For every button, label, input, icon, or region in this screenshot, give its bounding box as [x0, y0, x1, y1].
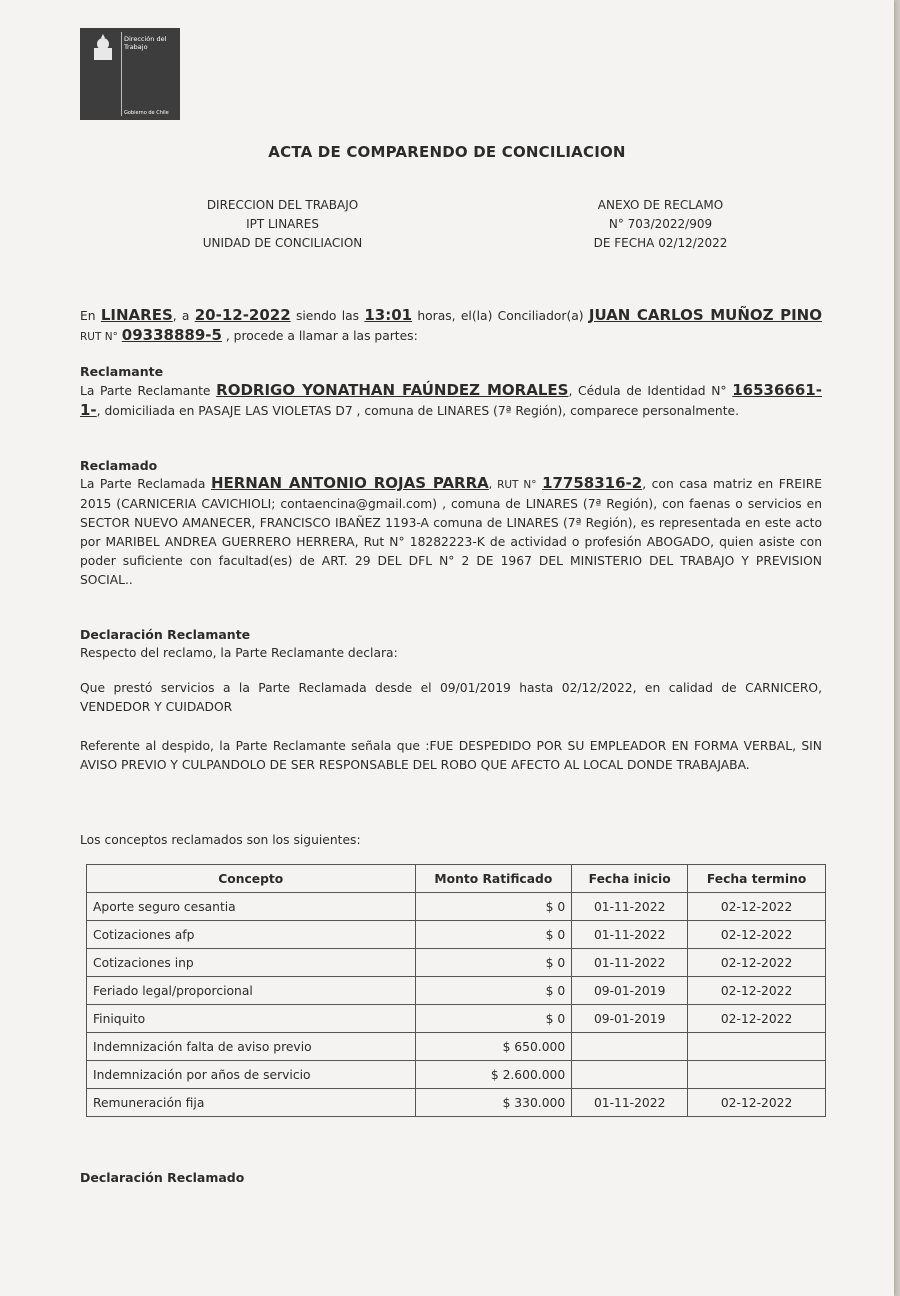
cell-fecha-inicio: 09-01-2019	[572, 1005, 688, 1033]
document-title: ACTA DE COMPARENDO DE CONCILIACION	[268, 143, 626, 161]
reclamante-name: RODRIGO YONATHAN FAÚNDEZ MORALES	[216, 381, 569, 399]
declaracion-reclamado-heading: Declaración Reclamado	[80, 1170, 245, 1185]
cell-fecha-termino: 02-12-2022	[688, 1089, 826, 1117]
declaracion-reclamante-heading: Declaración Reclamante	[80, 627, 251, 642]
cell-concepto: Aporte seguro cesantia	[87, 893, 416, 921]
cell-fecha-inicio	[572, 1033, 688, 1061]
cell-fecha-termino	[688, 1033, 826, 1061]
act-time: 13:01	[364, 306, 413, 324]
cell-fecha-termino: 02-12-2022	[688, 949, 826, 977]
logo-divider	[121, 32, 122, 116]
cell-fecha-inicio: 01-11-2022	[572, 893, 688, 921]
conciliador-name: JUAN CARLOS MUÑOZ PINO	[588, 306, 822, 324]
table-row	[87, 1061, 826, 1089]
cell-concepto: Finiquito	[87, 1005, 416, 1033]
declaracion-servicios: Que prestó servicios a la Parte Reclamada desde el 09/01/2019 hasta 02/12/2022, en calidad de CARNICERO, VENDEDOR Y CUIDADOR	[80, 681, 822, 714]
header-right-line: N° 703/2022/909	[608, 217, 713, 231]
col-monto: Monto Ratificado	[415, 865, 572, 893]
table-header-row	[87, 865, 826, 893]
reclamado-paragraph: La Parte Reclamada HERNAN ANTONIO ROJAS PARRA, RUT N° 17758316-2, con casa matriz en FREIRE 2015 (CARNICERIA CAVICHIOLI; contaencina@gmail.com) , comuna de LINARES (7ª Región), con faenas o servicios en SECTOR NUEVO AMANECER, FRANCISCO IBAÑEZ 1193-A comuna de LINARES (7ª Región), es representada en este acto por MARIBEL ANDREA GUERRERO HERRERA, Rut N° 18282223-K de actividad o profesión ABOGADO, quien asiste con poder suficiente con facultad(es) de ART. 29 DEL DFL N° 2 DE 1967 DEL MINISTERIO DEL TRABAJO Y PREVISION SOCIAL..	[80, 474, 823, 587]
reclamado-heading: Reclamado	[80, 458, 158, 473]
reclamado-name: HERNAN ANTONIO ROJAS PARRA	[210, 474, 489, 492]
logo-text-line1: Dirección del	[124, 35, 167, 43]
act-date: 20-12-2022	[194, 306, 291, 324]
institution-logo	[80, 28, 180, 120]
reclamante-paragraph: La Parte Reclamante RODRIGO YONATHAN FAÚNDEZ MORALES, Cédula de Identidad N° 16536661-1-, domiciliada en PASAJE LAS VIOLETAS D7 , comuna de LINARES (7ª Región), comparece personalmente.	[80, 381, 822, 419]
cell-monto: $ 330.000	[415, 1089, 572, 1117]
cell-fecha-inicio: 01-11-2022	[572, 1089, 688, 1117]
cell-fecha-inicio: 09-01-2019	[572, 977, 688, 1005]
cell-concepto: Cotizaciones inp	[87, 949, 416, 977]
declaracion-despido: Referente al despido, la Parte Reclamante señala que :FUE DESPEDIDO POR SU EMPLEADOR EN FORMA VERBAL, SIN AVISO PREVIO Y CULPANDOLO DE SER RESPONSABLE DEL ROBO QUE AFECTO AL LOCAL DONDE TRABAJABA.	[80, 739, 822, 772]
cell-monto: $ 0	[415, 893, 572, 921]
table-row	[87, 893, 826, 921]
reclamado-rut: 17758316-2	[542, 474, 643, 492]
cell-concepto: Cotizaciones afp	[87, 921, 416, 949]
cell-fecha-termino	[688, 1061, 826, 1089]
cell-fecha-inicio	[572, 1061, 688, 1089]
table-row	[87, 977, 826, 1005]
header-right	[548, 196, 773, 253]
reclamante-id: 16536661-1-	[80, 381, 822, 419]
cell-fecha-termino: 02-12-2022	[688, 921, 826, 949]
cell-monto: $ 650.000	[415, 1033, 572, 1061]
intro-paragraph: En LINARES, a 20-12-2022 siendo las 13:01 horas, el(la) Conciliador(a) JUAN CARLOS MUÑOZ PINO RUT N° 09338889-5 , procede a llamar a las partes:	[80, 306, 822, 344]
header-left	[170, 196, 395, 253]
cell-concepto: Feriado legal/proporcional	[87, 977, 416, 1005]
conciliador-rut: 09338889-5	[121, 326, 222, 344]
col-concepto: Concepto	[87, 865, 416, 893]
declaracion-intro: Respecto del reclamo, la Parte Reclamante declara:	[80, 646, 398, 660]
header-left-line: UNIDAD DE CONCILIACION	[202, 236, 363, 250]
cell-monto: $ 0	[415, 949, 572, 977]
cell-fecha-inicio: 01-11-2022	[572, 949, 688, 977]
table-row	[87, 921, 826, 949]
table-row	[87, 1005, 826, 1033]
logo-text-bottom: Gobierno de Chile	[124, 110, 169, 116]
header-right-line: DE FECHA 02/12/2022	[593, 236, 728, 250]
coat-of-arms-icon	[86, 32, 120, 66]
cell-concepto: Indemnización falta de aviso previo	[87, 1033, 416, 1061]
table-row	[87, 1089, 826, 1117]
cell-monto: $ 2.600.000	[415, 1061, 572, 1089]
city: LINARES	[100, 306, 173, 324]
logo-text-line2: Trabajo	[124, 43, 148, 51]
cell-monto: $ 0	[415, 921, 572, 949]
header-left-line: IPT LINARES	[246, 217, 319, 231]
cell-fecha-inicio: 01-11-2022	[572, 921, 688, 949]
col-fecha-termino: Fecha termino	[688, 865, 826, 893]
cell-fecha-termino: 02-12-2022	[688, 977, 826, 1005]
table-row	[87, 1033, 826, 1061]
reclamante-heading: Reclamante	[80, 364, 164, 379]
conceptos-table	[86, 864, 826, 1117]
col-fecha-inicio: Fecha inicio	[572, 865, 688, 893]
cell-fecha-termino: 02-12-2022	[688, 893, 826, 921]
cell-fecha-termino: 02-12-2022	[688, 1005, 826, 1033]
cell-monto: $ 0	[415, 1005, 572, 1033]
cell-concepto: Remuneración fija	[87, 1089, 416, 1117]
header-left-line: DIRECCION DEL TRABAJO	[206, 198, 359, 212]
cell-concepto: Indemnización por años de servicio	[87, 1061, 416, 1089]
cell-monto: $ 0	[415, 977, 572, 1005]
header-right-line: ANEXO DE RECLAMO	[597, 198, 724, 212]
conceptos-intro: Los conceptos reclamados son los siguientes:	[80, 833, 361, 847]
table-row	[87, 949, 826, 977]
